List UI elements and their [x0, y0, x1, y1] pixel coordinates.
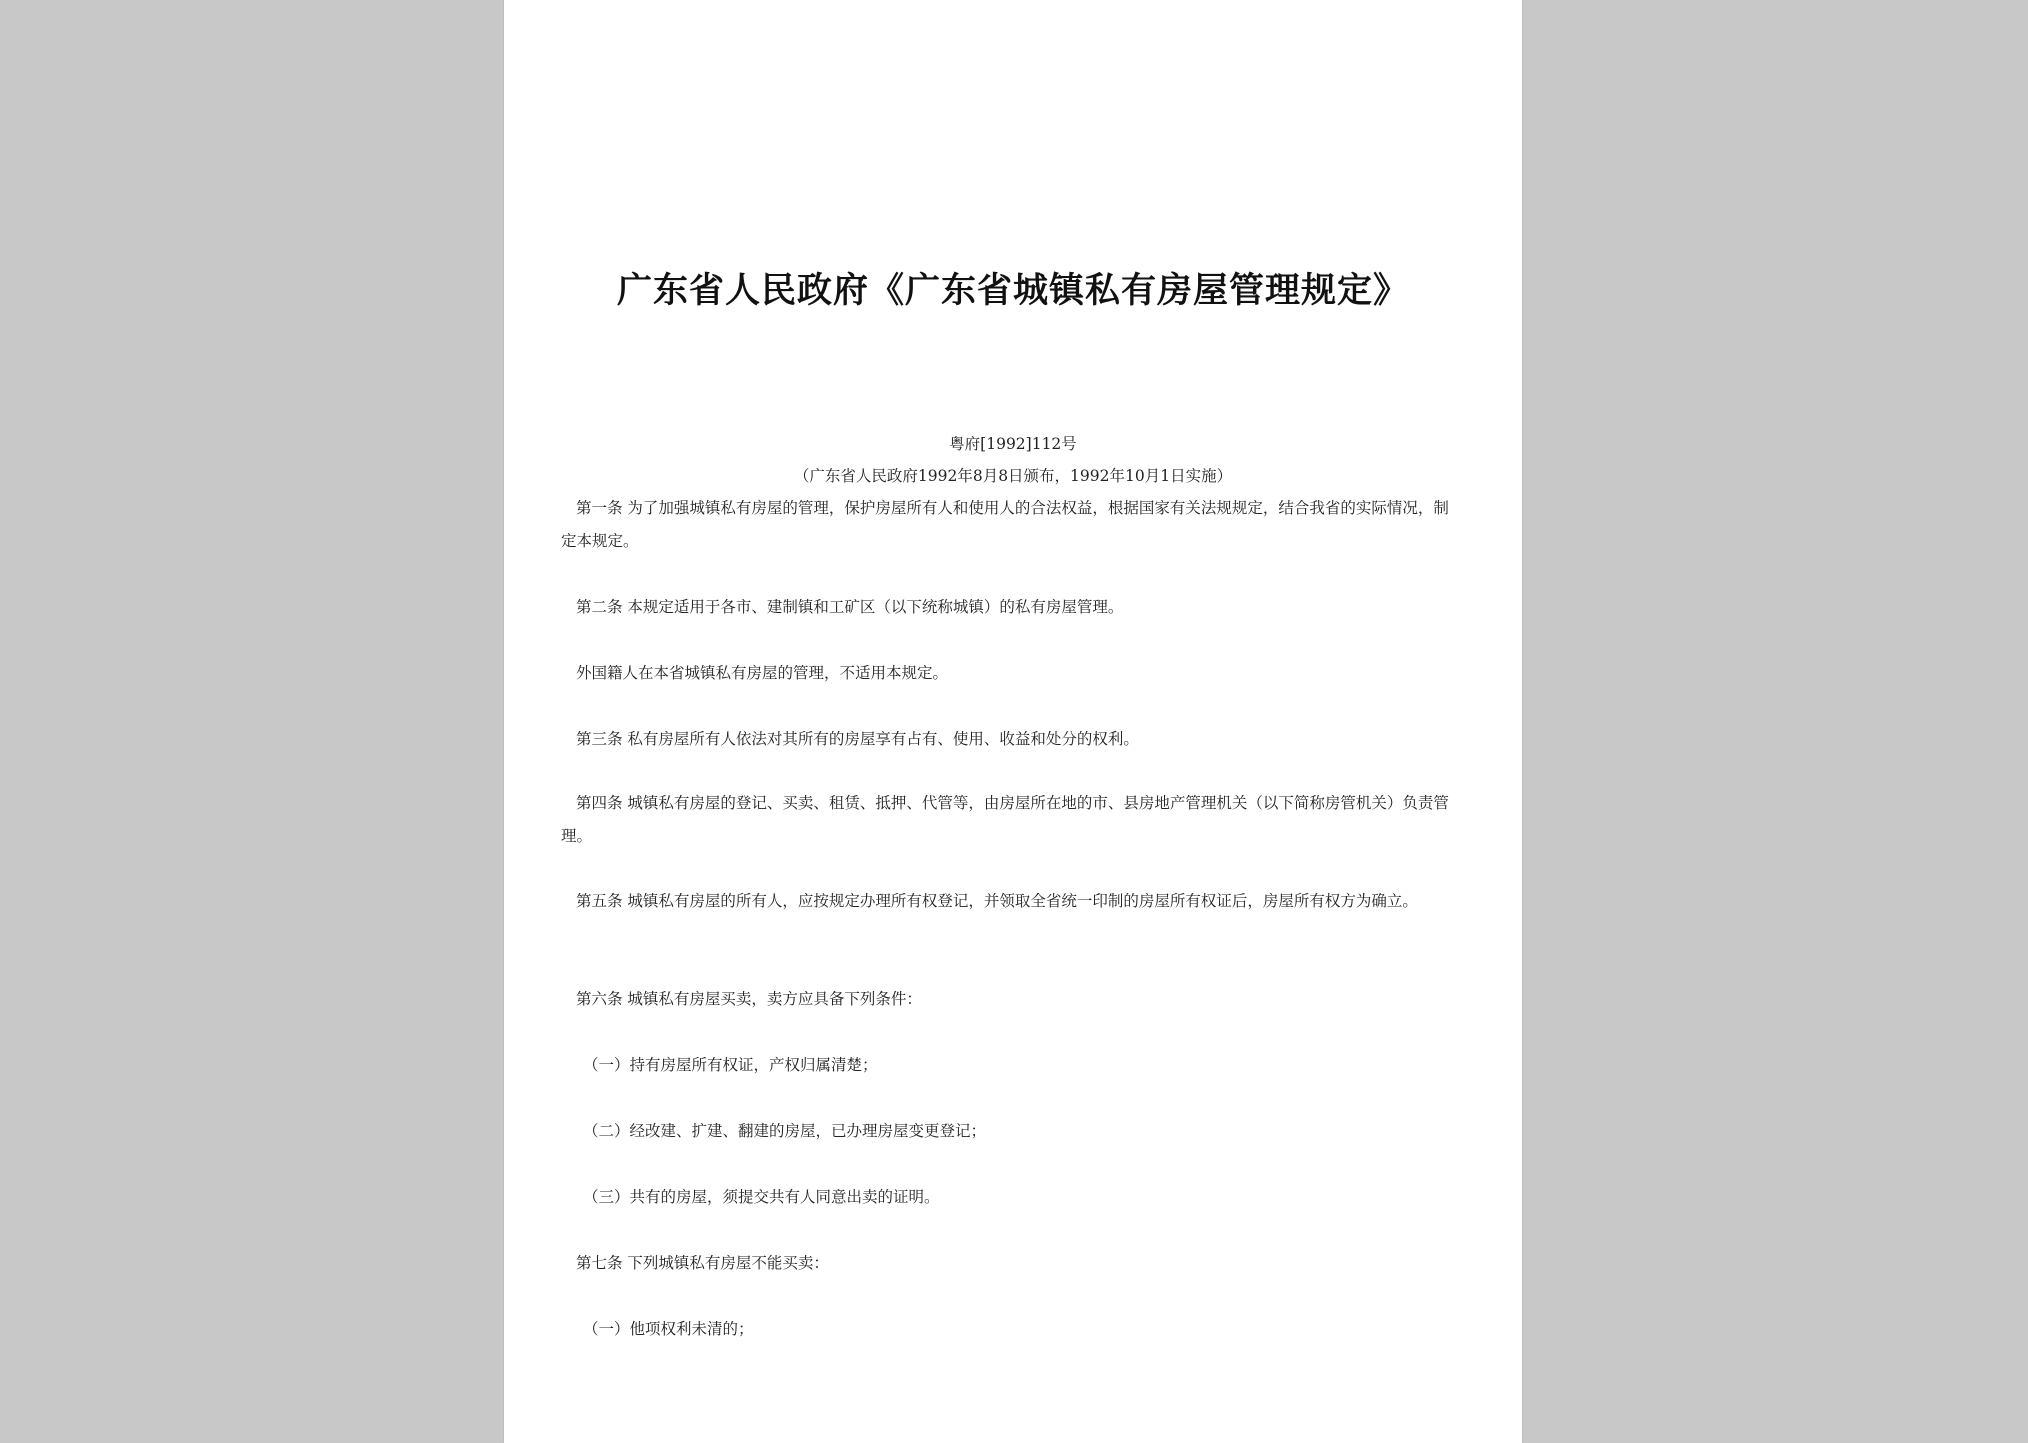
article-6-item-3: （三）共有的房屋，须提交共有人同意出卖的证明。 — [583, 1188, 940, 1206]
article-6-item-1: （一）持有房屋所有权证，产权归属清楚； — [583, 1056, 878, 1074]
article-6-item-2: （二）经改建、扩建、翻建的房屋，已办理房屋变更登记； — [583, 1122, 987, 1140]
article-6: 第六条 城镇私有房屋买卖，卖方应具备下列条件： — [576, 990, 922, 1008]
issued-note: （广东省人民政府1992年8月8日颁布，1992年10月1日实施） — [793, 467, 1233, 485]
article-5: 第五条 城镇私有房屋的所有人，应按规定办理所有权登记，并领取全省统一印制的房屋所有权证后，房屋所有权方为确立。 — [576, 892, 1418, 910]
article-3: 第三条 私有房屋所有人依法对其所有的房屋享有占有、使用、收益和处分的权利。 — [576, 730, 1139, 748]
document-number: 粤府[1992]112号 — [949, 435, 1077, 453]
document-title: 广东省人民政府《广东省城镇私有房屋管理规定》 — [616, 270, 1409, 311]
document-page — [504, 0, 1522, 1443]
article-4: 第四条 城镇私有房屋的登记、买卖、租赁、抵押、代管等，由房屋所在地的市、县房地产管理机关（以下简称房管机关）负责管理。 — [561, 794, 1449, 845]
article-7: 第七条 下列城镇私有房屋不能买卖： — [576, 1254, 829, 1272]
article-2-note: 外国籍人在本省城镇私有房屋的管理，不适用本规定。 — [576, 664, 949, 682]
article-1: 第一条 为了加强城镇私有房屋的管理，保护房屋所有人和使用人的合法权益，根据国家有关法规规定，结合我省的实际情况，制定本规定。 — [561, 499, 1449, 550]
article-7-item-1: （一）他项权利未清的； — [583, 1320, 754, 1338]
article-2: 第二条 本规定适用于各市、建制镇和工矿区（以下统称城镇）的私有房屋管理。 — [576, 598, 1124, 616]
